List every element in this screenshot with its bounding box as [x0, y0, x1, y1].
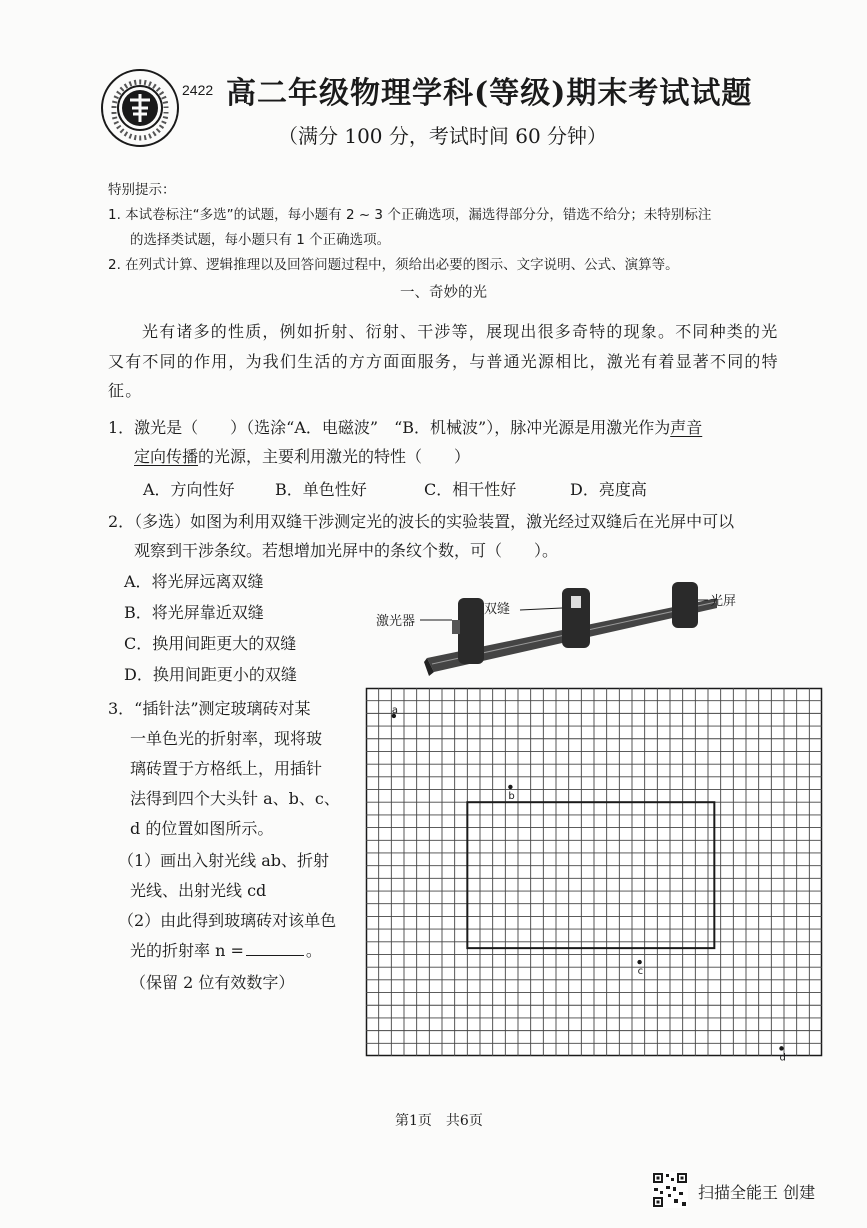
q2-option-d: D．换用间距更小的双缝	[124, 665, 297, 684]
section-heading: 一、奇妙的光	[400, 285, 487, 301]
q3-line-2: 一单色光的折射率，现将玻	[130, 729, 323, 748]
exam-code: 2422	[182, 82, 214, 98]
q2-line-1: 2．（多选）如图为利用双缝干涉测定光的波长的实验装置，激光经过双缝后在光屏中可以	[108, 512, 735, 531]
note-item-1-line-2: 的选择类试题，每小题只有 1 个正确选项。	[130, 232, 391, 248]
q2-line-2: 观察到干涉条纹。若想增加光屏中的条纹个数，可（ ）。	[134, 541, 559, 560]
school-logo-seal	[100, 68, 180, 148]
q1-option-c: C．相干性好	[424, 480, 517, 499]
pin-b-dot	[508, 785, 512, 789]
grid-paper-figure	[366, 688, 822, 1064]
note-item-2: 2. 在列式计算、逻辑推理以及回答问题过程中，须给出必要的图示、文字说明、公式、演算等。	[108, 257, 679, 273]
pin-c-dot	[637, 960, 641, 964]
note-item-1-line-1: 1. 本试卷标注“多选”的试题，每小题有 2 ~ 3 个正确选项，漏选得部分分，错选不给分；未特别标注	[108, 207, 712, 223]
q3-line-3: 璃砖置于方格纸上，用插针	[130, 759, 323, 778]
figure-label-laser: 激光器	[376, 614, 416, 629]
q1-line-2: 定向传播的光源，主要利用激光的特性（ ）	[134, 447, 471, 466]
intro-line-2: 又有不同的作用，为我们生活的方方面面服务，与普通光源相比，激光有着显著不同的特	[108, 352, 779, 371]
light-screen-holder	[672, 582, 698, 628]
q2-option-a: A．将光屏远离双缝	[124, 572, 264, 591]
q2-option-c: C．换用间距更大的双缝	[124, 634, 297, 653]
q1-option-a: A．方向性好	[143, 480, 235, 499]
qr-code-icon	[652, 1172, 688, 1208]
notes-heading: 特别提示：	[108, 182, 176, 198]
q3-line-4: 法得到四个大头针 a、b、c、	[130, 789, 340, 808]
q3-line-8: （2）由此得到玻璃砖对该单色	[118, 911, 337, 930]
answer-blank[interactable]	[246, 955, 304, 956]
q1-option-b: B．单色性好	[275, 480, 367, 499]
figure-label-slit: 双缝	[484, 602, 511, 617]
intro-line-1: 光有诸多的性质，例如折射、衍射、干涉等，展现出很多奇特的现象。不同种类的光	[142, 322, 779, 341]
page-subtitle: （满分 100 分，考试时间 60 分钟）	[278, 124, 608, 148]
laser-source-device	[458, 598, 484, 664]
scanner-watermark: 扫描全能王 创建	[698, 1183, 816, 1202]
figure-label-screen: 光屏	[710, 594, 737, 609]
pin-a-label: a	[391, 704, 399, 716]
intro-line-3: 征。	[108, 381, 143, 400]
pin-c-label: c	[637, 966, 644, 978]
pin-d-label: d	[779, 1052, 786, 1064]
page-title: 高二年级物理学科(等级)期末考试试题	[226, 76, 753, 111]
q2-option-b: B．将光屏靠近双缝	[124, 603, 264, 622]
pin-b-label: b	[508, 790, 515, 802]
q3-line-6: （1）画出入射光线 ab、折射	[118, 851, 330, 870]
q3-line-keep: （保留 2 位有效数字）	[130, 973, 295, 992]
q3-line-n: 光的折射率 n = 。	[130, 941, 322, 960]
page-number: 第1页 共6页	[395, 1113, 483, 1129]
q1-line-1: 1．激光是（ ）（选涂“A．电磁波” “B．机械波”），脉冲光源是用激光作为声音	[108, 418, 703, 437]
q3-line-7: 光线、出射光线 cd	[130, 881, 267, 900]
q1-option-d: D．亮度高	[570, 480, 647, 499]
q3-line-5: d 的位置如图所示。	[130, 819, 274, 838]
double-slit-apparatus-figure	[372, 580, 737, 680]
q3-line-1: 3．“插针法”测定玻璃砖对某	[108, 699, 311, 718]
pin-d-dot	[779, 1046, 783, 1050]
